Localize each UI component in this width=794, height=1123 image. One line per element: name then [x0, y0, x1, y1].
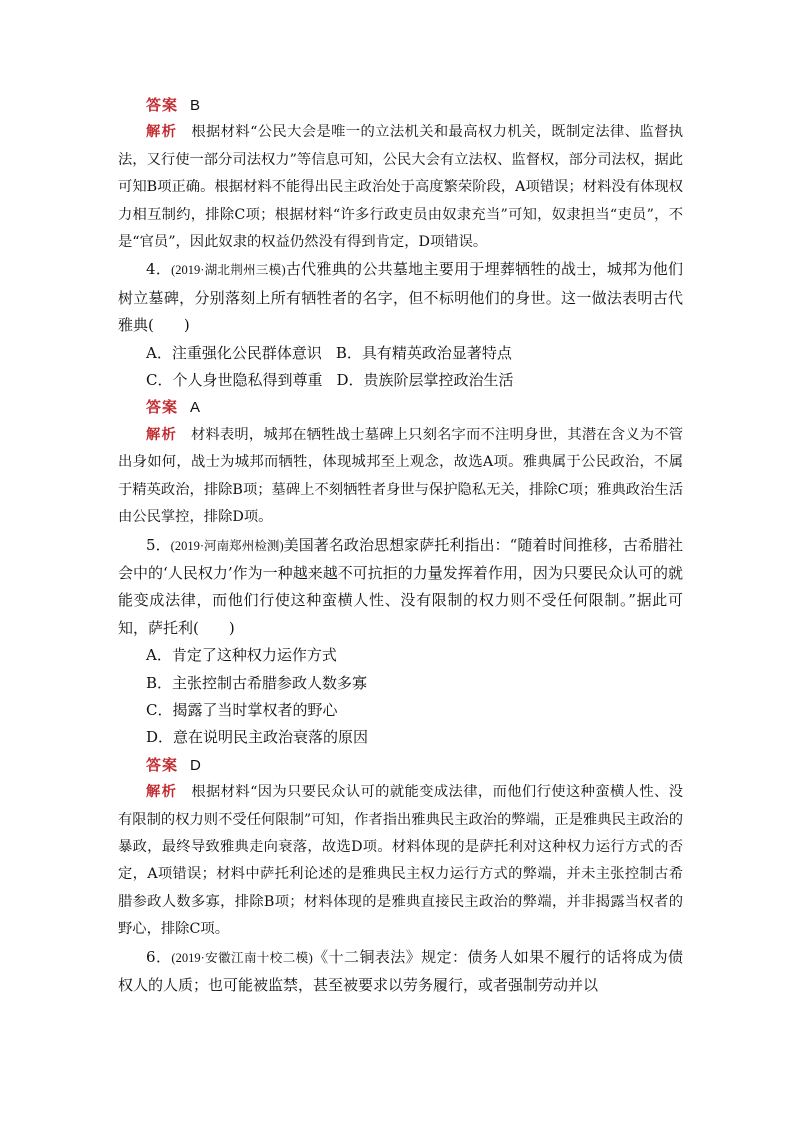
- q6-stem: [118, 944, 683, 1000]
- q4-stem: [118, 256, 683, 339]
- q5-answer-line: [118, 752, 683, 779]
- q4-answer-line: [118, 394, 683, 421]
- q4-options-row-1: [118, 340, 683, 367]
- question-text: 美国著名政治思想家萨托利指出：“随着时间推移，古希腊社会中的‘人民权力’作为一种越来越不可抗拒的力量发挥着作用，因为只要民众认可的就能变成法律，而他们行使这种蛮横人性、没有限制的权力则不受任何限制。”据此可知，萨托利( ): [118, 535, 683, 637]
- answer-value: B: [190, 97, 201, 114]
- analysis-label: 解析: [146, 426, 177, 443]
- answer-value: A: [190, 399, 201, 417]
- analysis-text: 根据材料“公民大会是唯一的立法机关和最高权力机关，既制定法律、监督执法，又行使一部分司法权力”等信息可知，公民大会有立法权、监督权，部分司法权，据此可知B项正确。根据材料不能得出民主政治处于高度繁荣阶段，A项错误；材料没有体现权力相互制约，排除C项；根据材料“许多行政吏员由奴隶充当”可知，奴隶担当“吏员”，不是“官员”，因此奴隶的权益仍然没有得到肯定，D项错误。: [118, 124, 683, 251]
- option-a: A．注重强化公民群体意识: [146, 343, 322, 362]
- question-number: 4．: [146, 260, 172, 279]
- q5-stem: [118, 532, 683, 643]
- question-number: 5．: [146, 535, 171, 554]
- answer-value: D: [190, 756, 201, 774]
- answer-label: 答案: [146, 755, 179, 774]
- question-text: 古代雅典的公共墓地主要用于埋葬牺牲的战士，城邦为他们树立墓碑，分别落刻上所有牺牲者的名字，但不标明他们的身世。这一做法表明古代雅典( ): [118, 260, 683, 335]
- q3-answer-line: [118, 92, 683, 119]
- question-source: (2019·湖北荆州三模): [171, 263, 286, 278]
- q3-analysis: [118, 119, 683, 256]
- q4-options-row-2: [118, 367, 683, 394]
- q5-analysis: [118, 779, 683, 943]
- analysis-text: 材料表明，城邦在牺牲战士墓碑上只刻名字而不注明身世，其潜在含义为不管出身如何，战士为城邦而牺牲，体现城邦至上观念，故选A项。雅典属于公民政治，不属于精英政治，排除B项；墓碑上不刻牺牲者身世与保护隐私无关，排除C项；雅典政治生活由公民掌控，排除D项。: [118, 426, 684, 526]
- option-d: D．贵族阶层掌控政治生活: [336, 371, 514, 390]
- analysis-label: 解析: [146, 784, 178, 801]
- question-number: 6．: [146, 947, 172, 966]
- analysis-text: 根据材料“因为只要民众认可的就能变成法律，而他们行使这种蛮横人性、没有限制的权力则不受任何限制”可知，作者指出雅典民主政治的弊端，正是雅典民主政治的暴政，最终导致雅典走向衰落，故选D项。材料体现的是萨托利对这种权力运行方式的否定，A项错误；材料中萨托利论述的是雅典民主权力运行方式的弊端，并未主张控制古希腊参政人数多寡，排除B项；材料体现的是雅典直接民主政治的弊端，并非揭露当权者的野心，排除C项。: [118, 784, 683, 938]
- question-text: 《十二铜表法》规定：债务人如果不履行的话将成为债权人的人质；也可能被监禁，甚至被要求以劳务履行，或者强制劳动并以: [118, 947, 683, 994]
- q5-option-d: D．意在说明民主政治衰落的原因: [146, 728, 369, 747]
- answer-label: 答案: [146, 96, 179, 114]
- document-page: [118, 92, 683, 999]
- question-source: (2019·河南郑州检测): [170, 538, 284, 553]
- q5-option-b: B．主张控制古希腊参政人数多寡: [146, 673, 368, 692]
- answer-label: 答案: [146, 398, 179, 417]
- q5-option-a: A．肯定了这种权力运作方式: [146, 646, 337, 665]
- q5-option-c: C．揭露了当时掌权者的野心: [146, 700, 338, 719]
- option-b: B．具有精英政治显著特点: [335, 343, 512, 362]
- analysis-label: 解析: [146, 124, 178, 141]
- option-c: C．个人身世隐私得到尊重: [146, 371, 323, 390]
- q4-analysis: [118, 422, 683, 532]
- question-source: (2019·安徽江南十校二模): [171, 950, 313, 965]
